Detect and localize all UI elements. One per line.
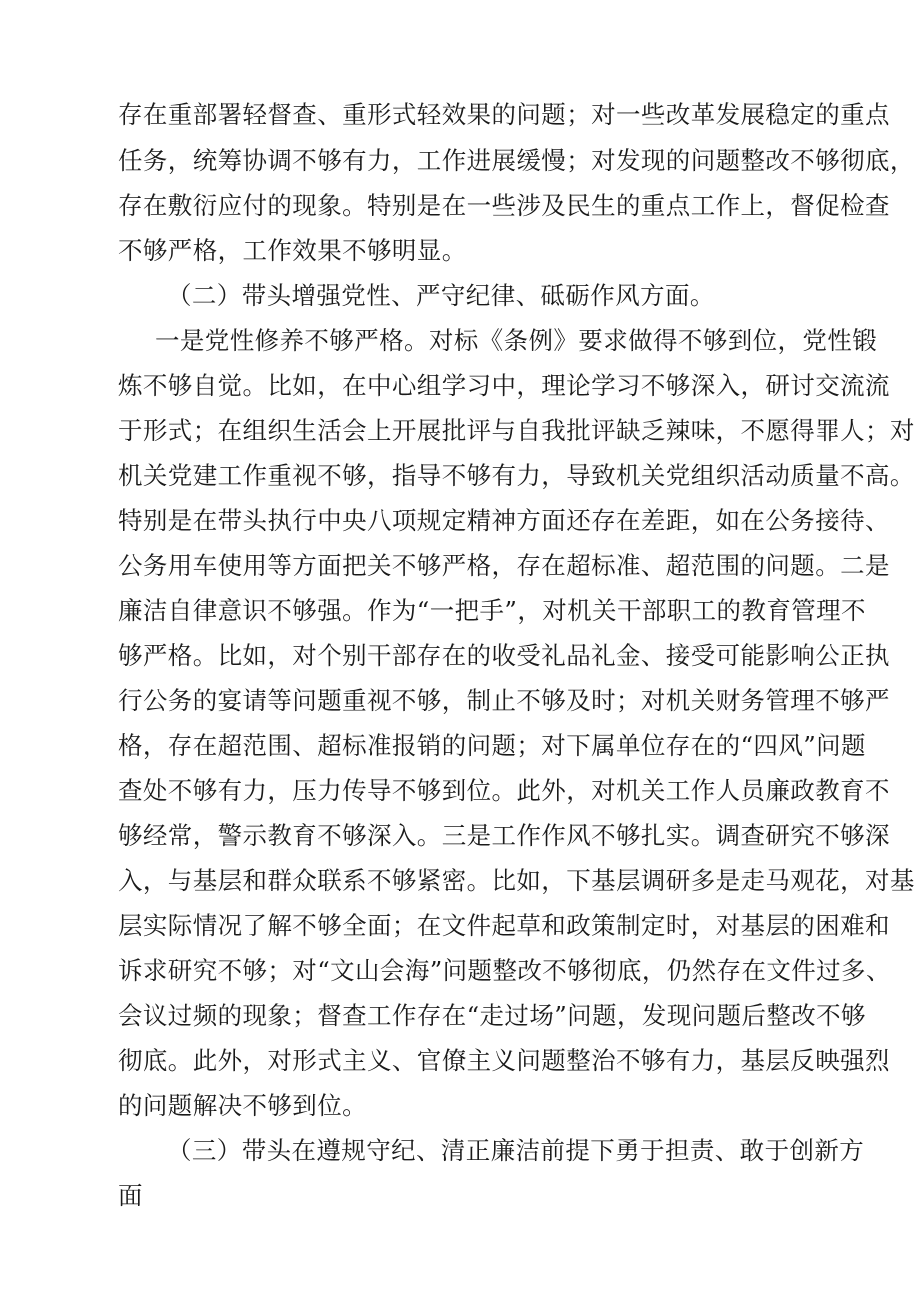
- paragraph-2-line-13: 入，与基层和群众联系不够紧密。比如，下基层调研多是走马观花，对基: [118, 866, 915, 895]
- section-heading-3-line-2: 面: [118, 1181, 143, 1210]
- paragraph-1-line-3: 存在敷衍应付的现象。特别是在一些涉及民生的重点工作上，督促检查: [118, 191, 890, 220]
- paragraph-1-line-2: 任务，统筹协调不够有力，工作进展缓慢；对发现的问题整改不够彻底，: [118, 146, 915, 175]
- paragraph-2-line-10: 格，存在超范围、超标准报销的问题；对下属单位存在的“四风”问题: [118, 731, 866, 760]
- paragraph-2-line-6: 公务用车使用等方面把关不够严格，存在超标准、超范围的问题。二是: [118, 551, 890, 580]
- paragraph-2-line-4: 机关党建工作重视不够，指导不够有力，导致机关党组织活动质量不高。: [118, 461, 915, 490]
- paragraph-1-line-1: 存在重部署轻督查、重形式轻效果的问题；对一些改革发展稳定的重点: [118, 100, 890, 129]
- paragraph-2-line-3: 于形式；在组织生活会上开展批评与自我批评缺乏辣味，不愿得罪人；对: [118, 416, 915, 445]
- section-heading-3-line-1: （三）带头在遵规守纪、清正廉洁前提下勇于担责、敢于创新方: [167, 1136, 865, 1165]
- paragraph-2-line-16: 会议过频的现象；督查工作存在“走过场”问题，发现问题后整改不够: [118, 1001, 866, 1030]
- paragraph-1-line-4: 不够严格，工作效果不够明显。: [118, 236, 467, 265]
- paragraph-2-line-14: 层实际情况了解不够全面；在文件起草和政策制定时，对基层的困难和: [118, 911, 890, 940]
- paragraph-2-line-2: 炼不够自觉。比如，在中心组学习中，理论学习不够深入，研讨交流流: [118, 371, 890, 400]
- paragraph-2-line-18: 的问题解决不够到位。: [118, 1091, 367, 1120]
- paragraph-2-line-9: 行公务的宴请等问题重视不够，制止不够及时；对机关财务管理不够严: [118, 686, 890, 715]
- paragraph-2-line-5: 特别是在带头执行中央八项规定精神方面还存在差距，如在公务接待、: [118, 506, 890, 535]
- paragraph-2-line-7: 廉洁自律意识不够强。作为“一把手”，对机关干部职工的教育管理不: [118, 596, 866, 625]
- paragraph-2-line-15: 诉求研究不够；对“文山会海”问题整改不够彻底，仍然存在文件过多、: [118, 956, 891, 985]
- paragraph-2-line-12: 够经常，警示教育不够深入。三是工作作风不够扎实。调查研究不够深: [118, 821, 890, 850]
- paragraph-2-line-11: 查处不够有力，压力传导不够到位。此外，对机关工作人员廉政教育不: [118, 776, 890, 805]
- paragraph-2-line-1: 一是党性修养不够严格。对标《条例》要求做得不够到位，党性锻: [155, 326, 878, 355]
- section-heading-2: （二）带头增强党性、严守纪律、砥砺作风方面。: [167, 281, 715, 310]
- paragraph-2-line-17: 彻底。此外，对形式主义、官僚主义问题整治不够有力，基层反映强烈: [118, 1046, 890, 1075]
- paragraph-2-line-8: 够严格。比如，对个别干部存在的收受礼品礼金、接受可能影响公正执: [118, 641, 890, 670]
